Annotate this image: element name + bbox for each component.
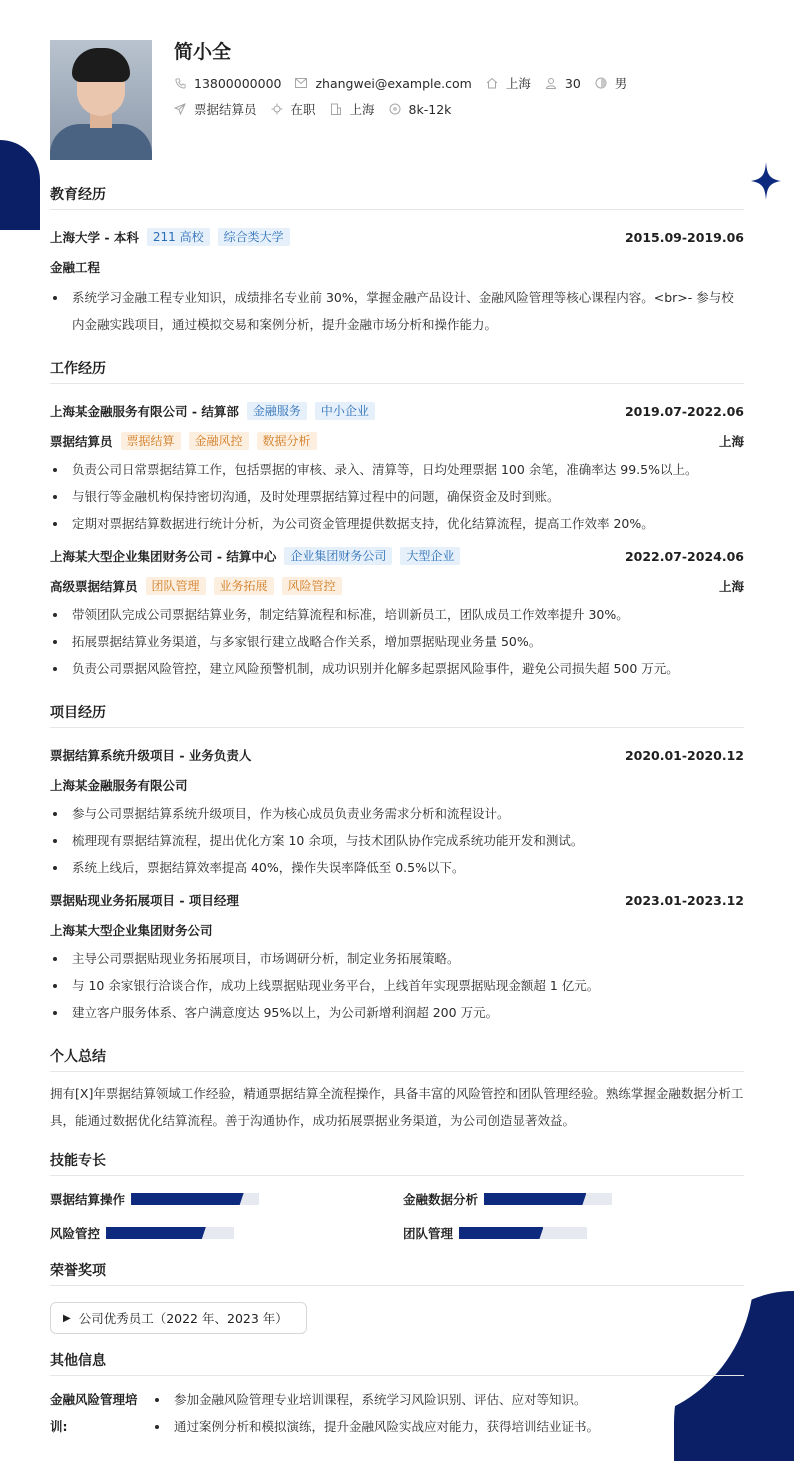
summary-text: 拥有[X]年票据结算领域工作经验，精通票据结算全流程操作，具备丰富的风险管控和团队管理经验。熟练掌握金融数据分析工具，能通过数据优化结算流程。善于沟通协作，成功拓展票据业务渠道，为公司创造显著效益。	[50, 1086, 744, 1128]
company-tag: 金融服务	[247, 402, 307, 420]
school-name: 上海大学 - 本科	[50, 230, 139, 245]
role-tag: 团队管理	[146, 577, 206, 595]
project-period: 2020.01-2020.12	[624, 747, 744, 763]
section-title: 工作经历	[50, 354, 744, 384]
list-item: 主导公司票据贴现业务拓展项目，市场调研分析，制定业务拓展策略。	[50, 945, 744, 972]
skill-name: 风险管控	[50, 1226, 101, 1241]
mail-icon	[295, 77, 307, 89]
section-title: 荣誉奖项	[50, 1256, 744, 1286]
work-entry	[50, 396, 744, 537]
list-item: 与银行等金融机构保持密切沟通，及时处理票据结算过程中的问题，确保资金及时到账。	[50, 483, 744, 510]
list-item: 参加金融风险管理专业培训课程，系统学习风险识别、评估、应对等知识。	[152, 1386, 599, 1413]
triangle-right-icon: ▶	[63, 1312, 71, 1324]
age: 30	[564, 75, 581, 91]
job-title: 高级票据结算员	[50, 579, 138, 594]
skill-bar	[131, 1193, 259, 1205]
project-period: 2023.01-2023.12	[624, 892, 744, 908]
work-entry	[50, 541, 744, 682]
project-name: 票据贴现业务拓展项目 - 项目经理	[50, 893, 239, 908]
list-item: 系统上线后，票据结算效率提高 40%，操作失误率降低至 0.5%以下。	[50, 854, 744, 881]
job-title: 票据结算员	[50, 434, 113, 449]
send-icon	[174, 103, 186, 115]
major: 金融工程	[50, 260, 101, 275]
summary-section	[50, 1042, 744, 1134]
sparkle-icon	[751, 162, 781, 200]
money-icon	[389, 103, 401, 115]
skill-bar	[106, 1227, 234, 1239]
skill-name: 团队管理	[403, 1226, 454, 1241]
skill-item	[50, 1220, 403, 1246]
education-section	[50, 180, 744, 338]
target-city: 上海	[349, 102, 375, 117]
skill-item	[403, 1186, 744, 1212]
projects-section	[50, 698, 744, 1026]
list-item: 定期对票据结算数据进行统计分析，为公司资金管理提供数据支持，优化结算流程，提高工作效率 20%。	[50, 510, 744, 537]
user-icon	[545, 77, 557, 89]
award-text: 公司优秀员工（2022 年、2023 年）	[78, 1311, 288, 1326]
corner-decoration-top-left	[0, 140, 40, 230]
section-title: 其他信息	[50, 1346, 744, 1376]
skill-item	[403, 1220, 744, 1246]
resume	[50, 40, 744, 1440]
company-tag: 企业集团财务公司	[284, 547, 392, 565]
role-tag: 票据结算	[121, 432, 181, 450]
project-org: 上海某金融服务有限公司	[50, 778, 188, 793]
role-tag: 业务拓展	[214, 577, 274, 595]
list-item: 带领团队完成公司票据结算业务，制定结算流程和标准，培训新员工，团队成员工作效率提升 30%。	[50, 601, 744, 628]
award-item[interactable]	[50, 1302, 307, 1334]
list-item: 通过案例分析和模拟演练，提升金融风险实战应对能力，获得培训结业证书。	[152, 1413, 599, 1440]
gender-icon	[595, 77, 607, 89]
list-item: 系统学习金融工程专业知识，成绩排名专业前 30%，掌握金融产品设计、金融风险管理等核心课程内容。<br>- 参与校内金融实践项目，通过模拟交易和案例分析，提升金融市场分析和操作能力。	[50, 284, 744, 338]
skill-name: 票据结算操作	[50, 1192, 126, 1207]
skill-bar	[459, 1227, 587, 1239]
work-period: 2019.07-2022.06	[624, 403, 744, 419]
list-item: 梳理现有票据结算流程，提出优化方案 10 余项，与技术团队协作完成系统功能开发和测试。	[50, 827, 744, 854]
work-city: 上海	[718, 579, 744, 594]
awards-section	[50, 1256, 744, 1334]
section-title: 技能专长	[50, 1146, 744, 1176]
other-section	[50, 1346, 744, 1440]
role-tag: 风险管控	[282, 577, 342, 595]
work-period: 2022.07-2024.06	[624, 548, 744, 564]
education-period: 2015.09-2019.06	[624, 229, 744, 245]
profile-info	[174, 40, 641, 160]
project-entry	[50, 740, 744, 881]
school-tag: 211 高校	[147, 228, 210, 246]
list-item: 拓展票据结算业务渠道，与多家银行建立战略合作关系，增加票据贴现业务量 50%。	[50, 628, 744, 655]
skills-section	[50, 1146, 744, 1246]
skill-item	[50, 1186, 403, 1212]
list-item: 与 10 余家银行洽谈合作，成功上线票据贴现业务平台，上线首年实现票据贴现金额超 1 亿元。	[50, 972, 744, 999]
skill-bar-fill	[131, 1193, 244, 1205]
salary-expectation: 8k-12k	[408, 101, 452, 117]
work-city: 上海	[718, 434, 744, 449]
company-name: 上海某大型企业集团财务公司 - 结算中心	[50, 549, 277, 564]
section-title: 个人总结	[50, 1042, 744, 1072]
phone-number: 13800000000	[194, 75, 282, 91]
project-entry	[50, 885, 744, 1026]
job-intention: 票据结算员	[194, 102, 257, 117]
phone-icon	[174, 77, 186, 89]
skill-bar	[484, 1193, 612, 1205]
skill-bar-fill	[484, 1193, 586, 1205]
gender: 男	[614, 76, 628, 91]
company-name: 上海某金融服务有限公司 - 结算部	[50, 404, 239, 419]
skill-bar-fill	[106, 1227, 206, 1239]
role-tag: 数据分析	[257, 432, 317, 450]
section-title: 项目经历	[50, 698, 744, 728]
list-item: 负责公司日常票据结算工作，包括票据的审核、录入、清算等，日均处理票据 100 余笔，准确率达 99.5%以上。	[50, 456, 744, 483]
company-tag: 大型企业	[400, 547, 460, 565]
project-org: 上海某大型企业集团财务公司	[50, 923, 213, 938]
building-icon	[330, 103, 342, 115]
profile-header	[50, 40, 744, 160]
company-tag: 中小企业	[315, 402, 375, 420]
status-icon	[271, 103, 283, 115]
list-item: 建立客户服务体系、客户满意度达 95%以上，为公司新增利润超 200 万元。	[50, 999, 744, 1026]
school-tag: 综合类大学	[218, 228, 290, 246]
email: zhangwei@example.com	[315, 75, 472, 91]
training-label: 金融风险管理培训:	[50, 1392, 138, 1434]
location: 上海	[505, 76, 531, 91]
home-icon	[486, 77, 498, 89]
skill-name: 金融数据分析	[403, 1192, 479, 1207]
role-tag: 金融风控	[189, 432, 249, 450]
section-title: 教育经历	[50, 180, 744, 210]
avatar	[50, 40, 152, 160]
work-section	[50, 354, 744, 682]
project-name: 票据结算系统升级项目 - 业务负责人	[50, 748, 252, 763]
skill-bar-fill	[459, 1227, 543, 1239]
candidate-name: 简小全	[174, 41, 232, 63]
list-item: 参与公司票据结算系统升级项目，作为核心成员负责业务需求分析和流程设计。	[50, 800, 744, 827]
list-item: 负责公司票据风险管控，建立风险预警机制，成功识别并化解多起票据风险事件，避免公司损失超 500 万元。	[50, 655, 744, 682]
employment-status: 在职	[290, 102, 316, 117]
